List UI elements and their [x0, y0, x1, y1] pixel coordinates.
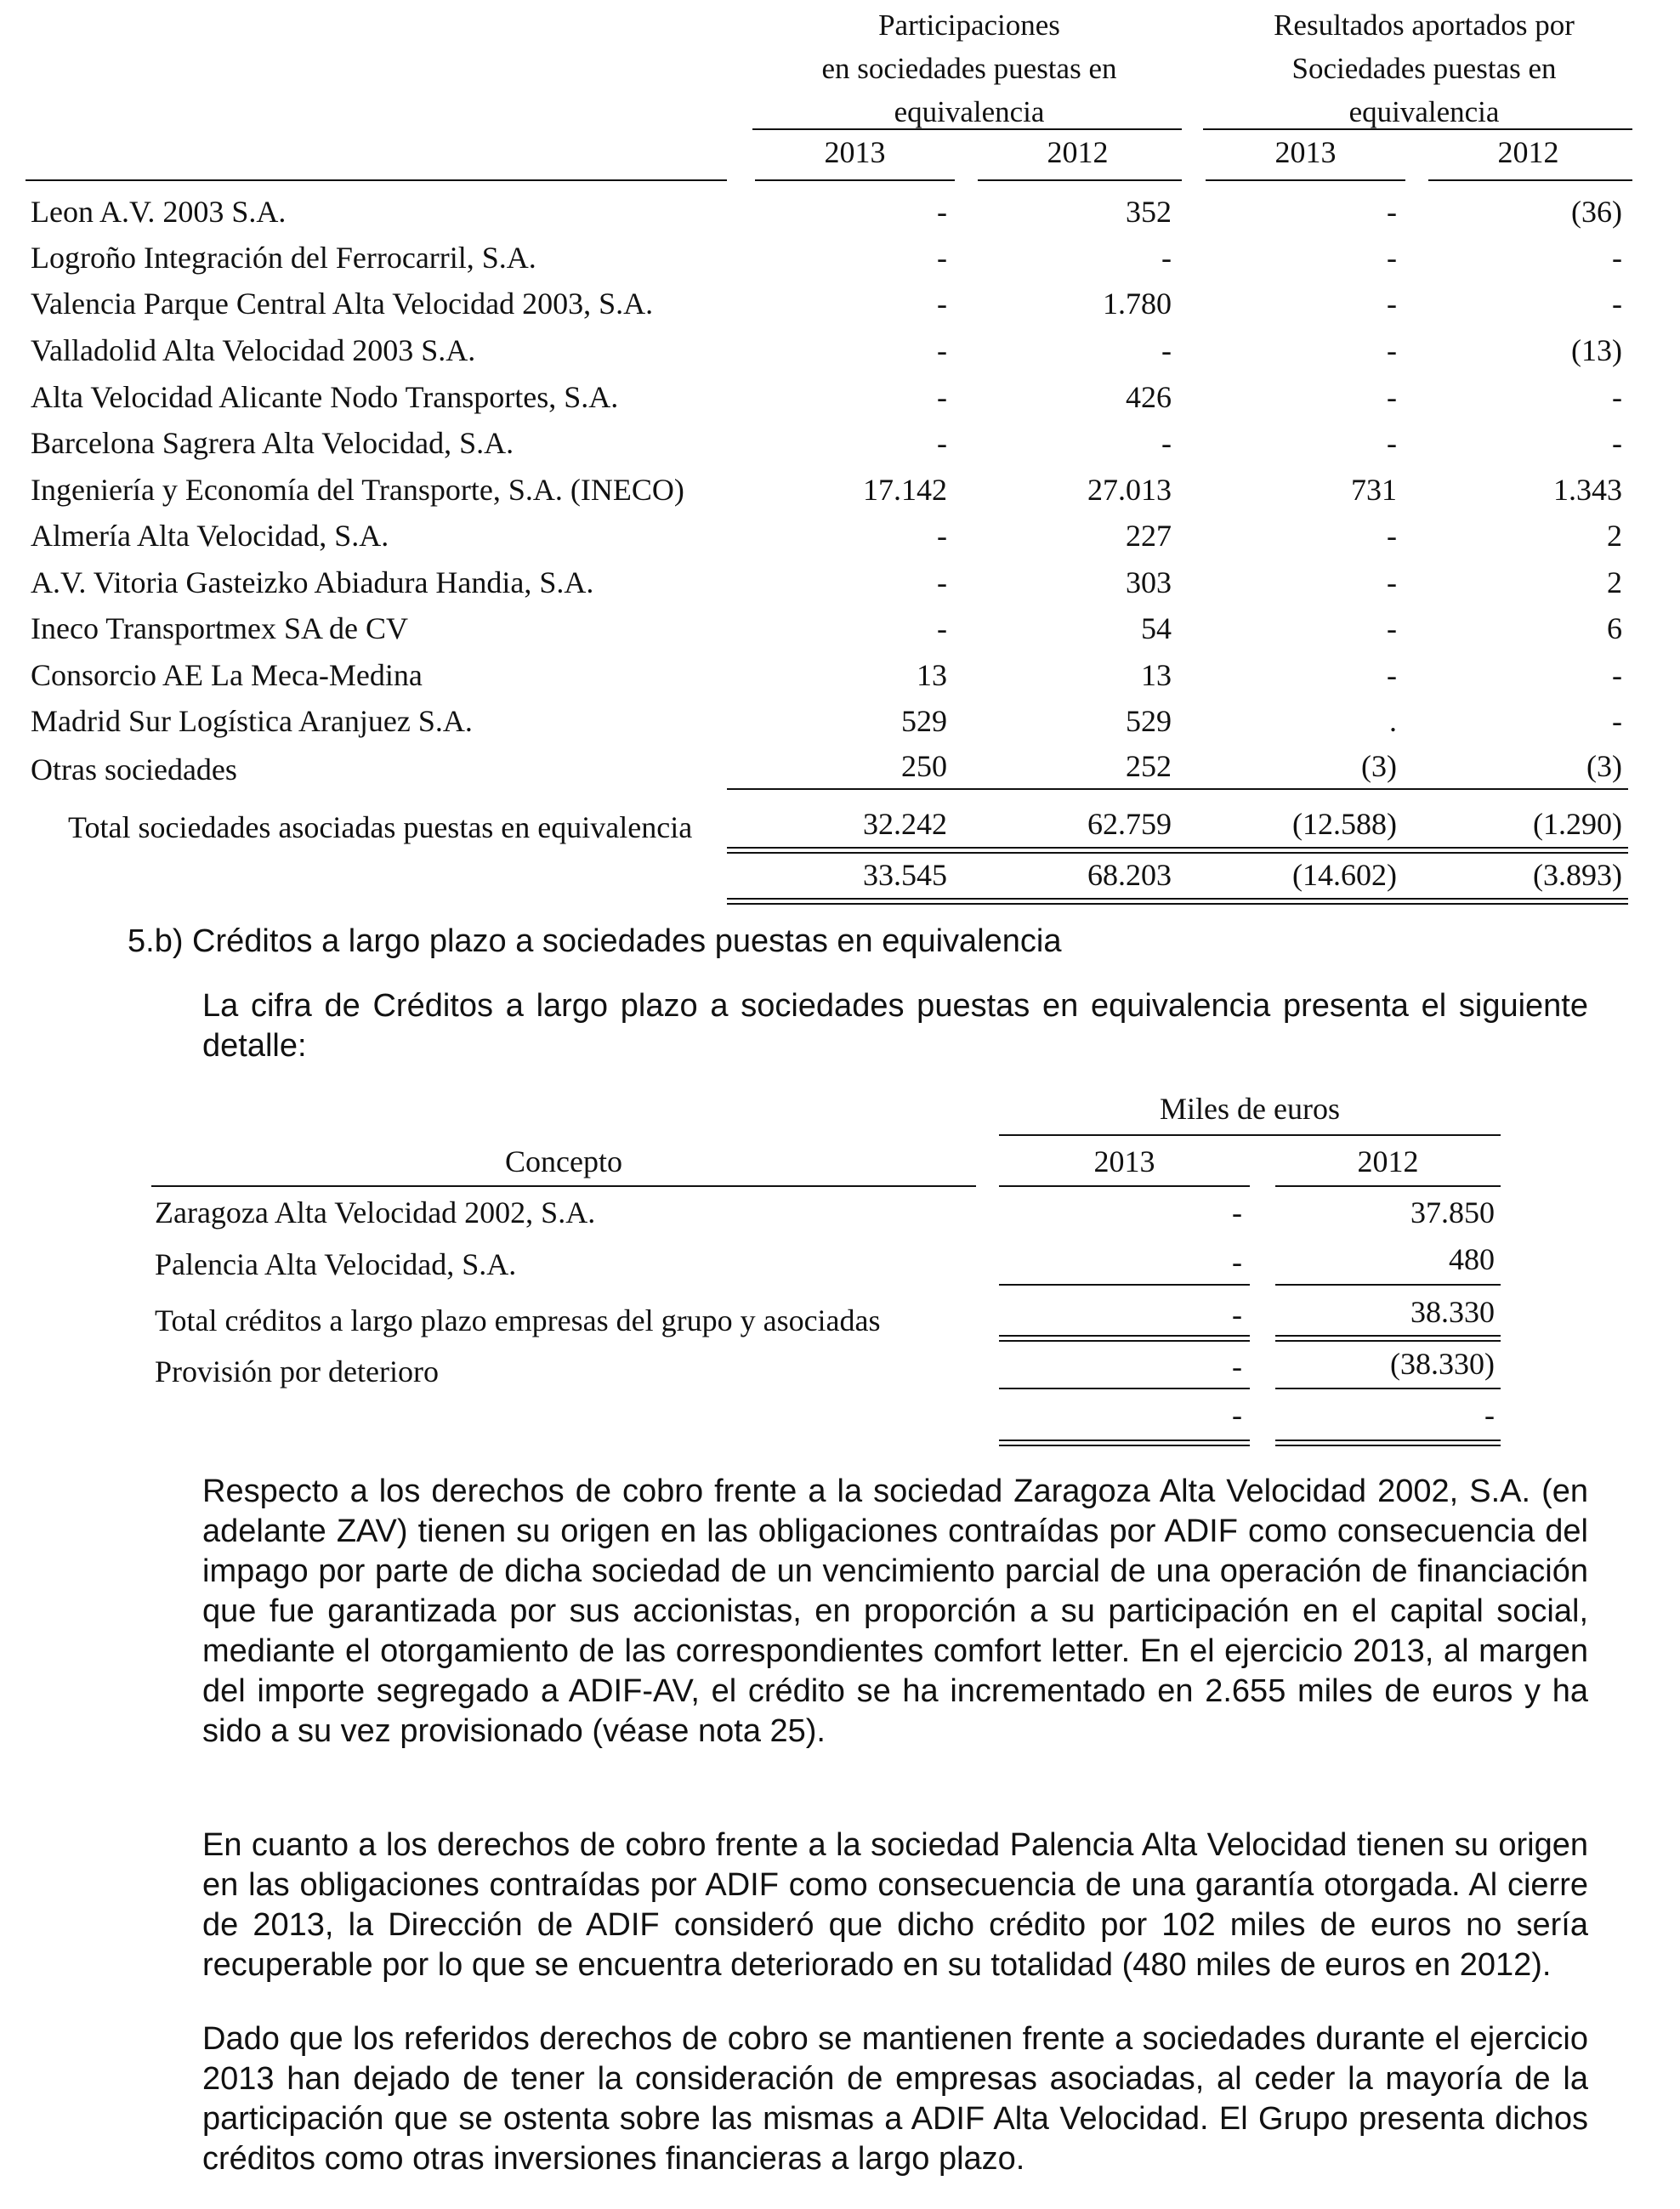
value-cell: 27.013: [1087, 473, 1172, 507]
total-value: 32.242: [863, 807, 947, 841]
subtotal-rule: [1275, 1284, 1501, 1286]
value-cell: -: [1484, 1398, 1495, 1432]
value-cell: 529: [1126, 704, 1172, 738]
value-cell: -: [1232, 1349, 1242, 1383]
value-cell: -: [1387, 519, 1397, 553]
value-cell: -: [1387, 241, 1397, 275]
company-name: Valencia Parque Central Alta Velocidad 2003, S.A.: [31, 287, 654, 321]
table-row: [0, 513, 1680, 559]
group-underline: [752, 128, 1182, 130]
table-row: [0, 605, 1680, 651]
company-name: Otras sociedades: [31, 752, 237, 786]
value-cell: -: [1387, 426, 1397, 460]
value-cell: -: [1161, 241, 1172, 275]
value-cell: -: [1232, 1398, 1242, 1432]
table-row: [0, 747, 1680, 792]
header-rule: [999, 1185, 1250, 1187]
paragraph: Respecto a los derechos de cobro frente a la sociedad Zaragoza Alta Velocidad 2002, S.A. (en adelante ZAV) tienen su origen en las obligaciones contraídas por ADIF como consecuencia del impago por parte de dicha sociedad de un vencimiento parcial de una operación de financiación que fue garantizada por sus accionistas, en proporción a su participación en el capital social, mediante el otorgamiento de las correspondientes comfort letter. En el ejercicio 2013, al margen del importe segregado a ADIF-AV, el crédito se ha incrementado en 2.655 miles de euros y ha sido a su vez provisionado (véase nota 25).: [202, 1474, 1588, 1749]
value-cell: 529: [901, 704, 947, 738]
header-rule: [1275, 1185, 1501, 1187]
section-intro: La cifra de Créditos a largo plazo a sociedades puestas en equivalencia presenta el siguiente detalle:: [202, 988, 1588, 1064]
header-rule: [755, 179, 955, 181]
grand-total-value: 68.203: [1087, 858, 1172, 892]
value-cell: 13: [917, 658, 947, 692]
table-row: [0, 559, 1680, 605]
grand-total-value: (3.893): [1533, 858, 1622, 892]
grand-total-double-rule: [1275, 1440, 1501, 1446]
company-name: Leon A.V. 2003 S.A.: [31, 195, 287, 229]
value-cell: -: [1612, 380, 1622, 414]
value-cell: 1.780: [1103, 287, 1172, 321]
company-name: Consorcio AE La Meca-Medina: [31, 658, 423, 692]
company-name: Madrid Sur Logística Aranjuez S.A.: [31, 704, 473, 738]
value-cell: 37.850: [1410, 1195, 1495, 1229]
total-double-rule: [1275, 1335, 1501, 1342]
value-cell: -: [1387, 658, 1397, 692]
value-cell: -: [937, 426, 947, 460]
grand-total-value: 33.545: [863, 858, 947, 892]
subtotal-rule: [999, 1388, 1250, 1389]
year-header: 2012: [1047, 135, 1109, 169]
total-double-rule: [999, 1335, 1250, 1342]
subtotal-rule: [1275, 1388, 1501, 1389]
value-cell: -: [937, 195, 947, 229]
value-cell: -: [1232, 1298, 1242, 1332]
total-label: Total sociedades asociadas puestas en equivalencia: [68, 810, 693, 844]
value-cell: -: [1612, 426, 1622, 460]
company-name: A.V. Vitoria Gasteizko Abiadura Handia, S.A.: [31, 565, 594, 599]
table-row: [0, 235, 1680, 281]
value-cell: -: [937, 519, 947, 553]
value-cell: -: [937, 333, 947, 367]
header-rule: [151, 1185, 976, 1187]
paragraph: Dado que los referidos derechos de cobro se mantienen frente a sociedades durante el ejercicio 2013 han dejado de tener la consideración de empresas asociadas, al ceder la mayoría de la participación que se ostenta sobre las mismas a ADIF Alta Velocidad. El Grupo presenta dichos créditos como otras inversiones financieras a largo plazo.: [202, 2021, 1588, 2177]
value-cell: 2: [1607, 519, 1622, 553]
grand-total-row: [0, 852, 1680, 898]
value-cell: -: [1387, 380, 1397, 414]
credit-name: Zaragoza Alta Velocidad 2002, S.A.: [155, 1195, 596, 1229]
value-cell: 6: [1607, 611, 1622, 645]
credit-name: Palencia Alta Velocidad, S.A.: [155, 1247, 517, 1281]
value-cell: -: [1612, 241, 1622, 275]
value-cell: -: [937, 565, 947, 599]
value-cell: 38.330: [1410, 1295, 1495, 1329]
value-cell: 303: [1126, 565, 1172, 599]
value-cell: 480: [1449, 1242, 1495, 1276]
company-name: Alta Velocidad Alicante Nodo Transportes, S.A.: [31, 380, 619, 414]
credit-total-label: Total créditos a largo plazo empresas del grupo y asociadas: [155, 1303, 881, 1337]
year-header: 2012: [1497, 135, 1559, 169]
value-cell: (38.330): [1390, 1347, 1495, 1381]
value-cell: -: [1161, 333, 1172, 367]
company-name: Valladolid Alta Velocidad 2003 S.A.: [31, 333, 476, 367]
value-cell: 250: [901, 749, 947, 783]
year-header: 2013: [1274, 135, 1337, 169]
value-cell: -: [937, 611, 947, 645]
value-cell: -: [1232, 1195, 1242, 1229]
value-cell: 352: [1126, 195, 1172, 229]
year-header: 2013: [824, 135, 886, 169]
grand-total-double-rule: [999, 1440, 1250, 1446]
value-cell: -: [1387, 195, 1397, 229]
paragraph: En cuanto a los derechos de cobro frente a la sociedad Palencia Alta Velocidad tienen su origen en las obligaciones contraídas por ADIF como consecuencia de una garantía otorgada. Al cierre de 2013, la Dirección de ADIF consideró que dicho crédito por 102 miles de euros no sería recuperable por lo que se encuentra deteriorado en su totalidad (480 miles de euros en 2012).: [202, 1827, 1588, 1983]
value-cell: (36): [1571, 195, 1622, 229]
value-cell: (3): [1586, 749, 1622, 783]
header-rule: [1428, 179, 1632, 181]
table-row: [0, 374, 1680, 420]
value-cell: -: [1612, 704, 1622, 738]
header-rule: [1206, 179, 1405, 181]
value-cell: (13): [1571, 333, 1622, 367]
grand-total-double-rule: [727, 898, 1628, 905]
year-header: 2013: [1093, 1144, 1155, 1178]
group-title-miles: Miles de euros: [1160, 1092, 1340, 1126]
company-name: Ingeniería y Economía del Transporte, S.A. (INECO): [31, 473, 684, 507]
value-cell: -: [937, 287, 947, 321]
group-title-resultados: Resultados aportados por Sociedades puestas en equivalencia: [1274, 9, 1575, 128]
value-cell: -: [1612, 658, 1622, 692]
year-header: 2012: [1357, 1144, 1419, 1178]
value-cell: -: [1612, 287, 1622, 321]
table-row: [0, 281, 1680, 327]
value-cell: 731: [1351, 473, 1397, 507]
company-name: Logroño Integración del Ferrocarril, S.A.: [31, 241, 536, 275]
value-cell: 54: [1141, 611, 1172, 645]
company-name: Ineco Transportmex SA de CV: [31, 611, 408, 645]
table-row: [0, 467, 1680, 513]
concept-header: Concepto: [505, 1144, 622, 1178]
credit-name: Provisión por deterioro: [155, 1354, 439, 1388]
section-heading: 5.b) Créditos a largo plazo a sociedades puestas en equivalencia: [128, 923, 1062, 959]
value-cell: 426: [1126, 380, 1172, 414]
value-cell: 13: [1141, 658, 1172, 692]
company-name: Barcelona Sagrera Alta Velocidad, S.A.: [31, 426, 514, 460]
total-value: (1.290): [1533, 807, 1622, 841]
subtotal-rule: [999, 1284, 1250, 1286]
group-title-participaciones: Participaciones en sociedades puestas en equivalencia: [821, 9, 1117, 128]
value-cell: (3): [1361, 749, 1397, 783]
grand-total-value: (14.602): [1292, 858, 1397, 892]
table-row: [0, 420, 1680, 466]
header-rule: [26, 179, 727, 181]
value-cell: -: [1387, 611, 1397, 645]
value-cell: -: [1232, 1245, 1242, 1279]
table-row: [0, 327, 1680, 373]
value-cell: -: [1387, 565, 1397, 599]
company-name: Almería Alta Velocidad, S.A.: [31, 519, 389, 553]
table-row: [0, 189, 1680, 235]
header-rule: [978, 179, 1182, 181]
value-cell: 2: [1607, 565, 1622, 599]
total-value: (12.588): [1292, 807, 1397, 841]
table-row: [0, 698, 1680, 744]
subtotal-rule: [727, 788, 1628, 790]
value-cell: -: [1387, 287, 1397, 321]
total-value: 62.759: [1087, 807, 1172, 841]
value-cell: -: [937, 241, 947, 275]
total-row: [0, 801, 1680, 847]
group-underline: [999, 1134, 1501, 1136]
group-underline: [1203, 128, 1632, 130]
table-row: [0, 652, 1680, 698]
value-cell: -: [937, 380, 947, 414]
value-cell: -: [1161, 426, 1172, 460]
value-cell: 227: [1126, 519, 1172, 553]
value-cell: -: [1387, 333, 1397, 367]
equity-table-header: [0, 0, 1680, 183]
value-cell: .: [1389, 704, 1397, 738]
value-cell: 17.142: [863, 473, 947, 507]
value-cell: 252: [1126, 749, 1172, 783]
value-cell: 1.343: [1553, 473, 1622, 507]
